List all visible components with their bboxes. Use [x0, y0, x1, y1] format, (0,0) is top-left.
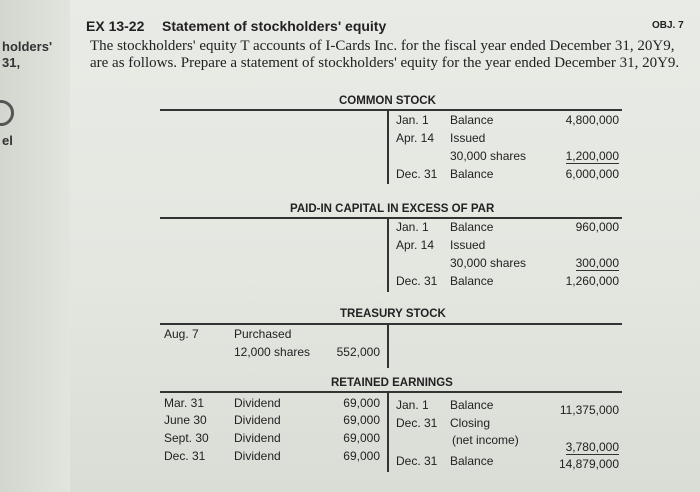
pic-date-2: Apr. 14: [396, 238, 435, 252]
pic-date-4: Dec. 31: [396, 274, 438, 288]
re-debit-date-3: Sept. 30: [164, 431, 209, 445]
re-credit-date-1: Jan. 1: [396, 398, 429, 412]
cs-amount-4: 6,000,000: [565, 167, 619, 181]
re-credit-date-2: Dec. 31: [396, 416, 438, 430]
pic-desc-4: Balance: [450, 274, 494, 288]
re-credit-date-4: Dec. 31: [396, 454, 438, 468]
ts-date-1: Aug. 7: [164, 327, 199, 341]
retained-center-rule: [387, 392, 389, 472]
cs-amount-1: 4,800,000: [565, 113, 619, 127]
re-debit-desc-1: Dividend: [234, 396, 281, 410]
re-debit-desc-4: Dividend: [234, 449, 281, 463]
re-credit-desc-1: Balance: [450, 398, 494, 412]
exercise-number: EX 13-22: [86, 18, 145, 34]
pic-desc-1: Balance: [450, 220, 494, 234]
common-stock-center-rule: [387, 110, 389, 184]
cs-date-2: Apr. 14: [396, 131, 435, 145]
common-stock-title: COMMON STOCK: [339, 95, 436, 107]
re-credit-amount-3: 3,780,000: [565, 440, 619, 454]
cs-desc-2: Issued: [450, 131, 486, 145]
re-credit-amount-1: 11,375,000: [559, 403, 619, 417]
re-credit-desc-3: (net income): [452, 433, 519, 447]
re-debit-date-1: Mar. 31: [164, 396, 205, 410]
cs-amount-3: 1,200,000: [565, 149, 619, 163]
pic-date-1: Jan. 1: [396, 220, 429, 234]
pic-desc-3: 30,000 shares: [450, 256, 527, 270]
margin-text-1: holders': [2, 39, 53, 54]
re-debit-date-2: June 30: [164, 413, 207, 427]
re-debit-desc-2: Dividend: [234, 413, 281, 427]
re-debit-amount-3: 69,000: [343, 431, 380, 445]
pic-amount-1: 960,000: [575, 220, 619, 234]
cs-date-4: Dec. 31: [396, 167, 438, 181]
re-debit-amount-1: 69,000: [343, 396, 380, 410]
paid-in-top-rule: [160, 217, 622, 219]
re-credit-desc-4: Balance: [450, 454, 494, 468]
exercise-title: Statement of stockholders' equity: [162, 18, 387, 34]
margin-text-3: el: [2, 133, 13, 148]
cs-desc-4: Balance: [450, 167, 494, 181]
retained-top-rule: [160, 391, 622, 393]
ts-desc-1: Purchased: [234, 327, 292, 341]
cs-date-1: Jan. 1: [396, 113, 429, 127]
pic-amount-3: 300,000: [575, 256, 619, 270]
exercise-description: The stockholders' equity T accounts of I-Cards Inc. for the fiscal year ended December 31, 20Y9, are as follows. Prepare a statement of stockholders' equity for the year ended December 31, 20Y9.: [90, 38, 680, 71]
cs-desc-1: Balance: [450, 113, 494, 127]
treasury-center-rule: [387, 324, 389, 368]
paid-in-center-rule: [387, 218, 389, 292]
common-stock-top-rule: [160, 109, 622, 111]
re-debit-amount-4: 69,000: [343, 449, 380, 463]
treasury-title: TREASURY STOCK: [340, 308, 446, 320]
pic-amount-4: 1,260,000: [565, 274, 619, 288]
margin-text-2: 31,: [2, 55, 21, 70]
page-margin: [0, 0, 70, 492]
retained-title: RETAINED EARNINGS: [331, 377, 453, 389]
re-debit-desc-3: Dividend: [234, 431, 281, 445]
re-credit-desc-2: Closing: [450, 416, 491, 430]
re-debit-date-4: Dec. 31: [164, 449, 206, 463]
re-credit-amount-4: 14,879,000: [558, 457, 619, 471]
ts-amount-2: 552,000: [336, 345, 380, 359]
objective-label: OBJ. 7: [652, 20, 684, 31]
paid-in-title: PAID-IN CAPITAL IN EXCESS OF PAR: [290, 203, 495, 215]
cs-desc-3: 30,000 shares: [450, 149, 527, 163]
treasury-top-rule: [160, 323, 622, 325]
ts-desc-2: 12,000 shares: [234, 345, 311, 359]
re-debit-amount-2: 69,000: [343, 413, 380, 427]
pic-desc-2: Issued: [450, 238, 486, 252]
